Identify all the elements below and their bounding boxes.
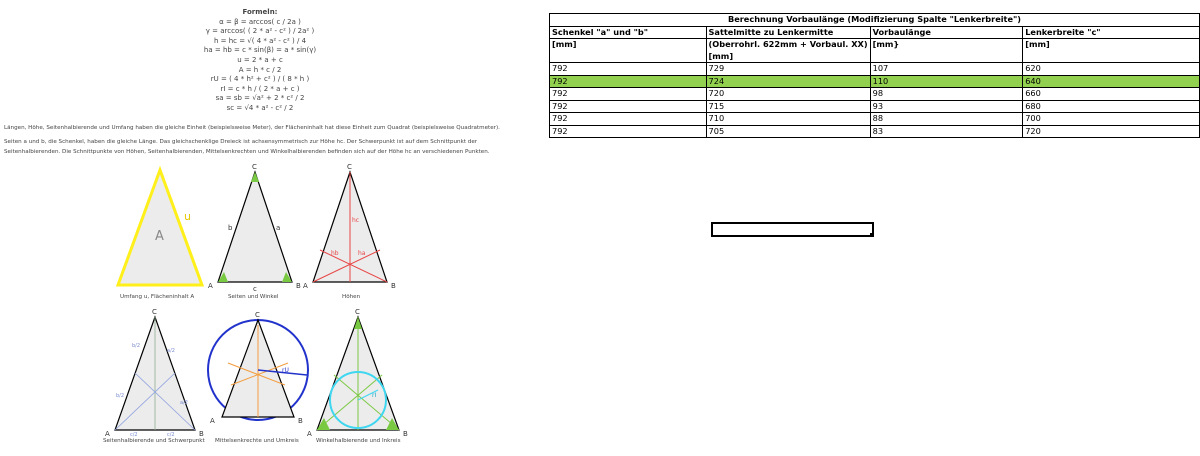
- table-cell[interactable]: 88: [870, 113, 1023, 126]
- vertex-c-label: C: [152, 308, 157, 316]
- table-cell[interactable]: 715: [706, 100, 870, 113]
- table-cell[interactable]: 724: [706, 75, 870, 88]
- table-cell[interactable]: 98: [870, 88, 1023, 101]
- table-cell[interactable]: 107: [870, 63, 1023, 76]
- vertex-a-label: A: [105, 430, 110, 438]
- formula-line: rU = ( 4 * h² + c² ) / ( 8 * h ): [210, 75, 310, 84]
- table-cell[interactable]: 792: [550, 100, 707, 113]
- spreadsheet-table: [549, 13, 1200, 138]
- vertex-c-label: C: [252, 163, 257, 171]
- figure-incircle: [300, 305, 420, 440]
- figure-caption: Mittelsenkrechte und Umkreis: [215, 438, 299, 444]
- triangle-shape: [118, 170, 202, 285]
- perimeter-label: u: [184, 210, 191, 223]
- side-c-label: c: [253, 285, 257, 293]
- half-b-label: b/2: [132, 343, 141, 349]
- description-paragraph: Seiten a und b, die Schenkel, haben die gleiche Länge. Das gleichschenklige Dreieck ist achsensymmetrisch zur Höhe hc. Der Schwerpunkt ist auf dem Schnittpunkt der Seitenhalbierenden. Die Schnittpunkte von Höhen, Seitenhalbierenden, Mittelsenkrechten und Winkelhalbierenden befinden sich auf der Höhe hc an verschiedenen Punkten.: [4, 139, 490, 155]
- header-cell[interactable]: [mm]: [550, 39, 707, 63]
- table-cell[interactable]: 640: [1023, 75, 1200, 88]
- header-cell[interactable]: Sattelmitte zu Lenkermitte: [706, 26, 870, 39]
- header-cell[interactable]: Vorbaulänge: [870, 26, 1023, 39]
- side-b-label: b: [228, 224, 233, 232]
- formula-image-panel: [0, 0, 520, 456]
- vertex-b-label: B: [298, 417, 303, 425]
- half-b-label: b/2: [116, 393, 125, 399]
- vertex-a-label: A: [307, 430, 312, 438]
- table-cell[interactable]: 93: [870, 100, 1023, 113]
- figure-caption: Seitenhalbierende und Schwerpunkt: [103, 438, 205, 444]
- header-cell[interactable]: (Oberrohrl. 622mm + Vorbaul. XX): [706, 39, 870, 51]
- table-row: [550, 125, 1200, 138]
- table-cell[interactable]: 680: [1023, 100, 1200, 113]
- vertex-c-label: C: [255, 311, 260, 319]
- area-label: A: [155, 229, 164, 244]
- table-cell[interactable]: 792: [550, 63, 707, 76]
- formulas-block: [160, 8, 360, 114]
- formula-line: α = β = arccos( c / 2a ): [219, 17, 301, 26]
- figure-caption: Höhen: [342, 294, 361, 300]
- vertex-a-label: A: [210, 417, 215, 425]
- units-paragraph: Längen, Höhe, Seitenhalbierende und Umfang haben die gleiche Einheit (beispielsweise Meter), der Flächeninhalt hat diese Einheit zum Quadrat (beispielsweise Quadratmeter).: [4, 125, 500, 131]
- radius-ri-label: rI: [372, 392, 377, 399]
- half-a-label: a/2: [180, 400, 188, 406]
- vertex-b-label: B: [391, 282, 396, 290]
- vertex-a-label: A: [303, 282, 308, 290]
- figure-caption: Umfang u, Flächeninhalt A: [120, 294, 195, 300]
- formula-line: h = hc = √( 4 * a² - c² ) / 4: [213, 36, 307, 45]
- table-cell[interactable]: 620: [1023, 63, 1200, 76]
- vertex-b-label: B: [296, 282, 301, 290]
- figure-heights: [300, 160, 410, 295]
- formula-line: A = h * c / 2: [238, 65, 282, 74]
- table-cell[interactable]: 792: [550, 75, 707, 88]
- formula-line: sc = √4 * a² - c² / 2: [226, 103, 294, 112]
- selected-cell[interactable]: [711, 222, 874, 237]
- table-cell[interactable]: 110: [870, 75, 1023, 88]
- table-cell[interactable]: 792: [550, 113, 707, 126]
- formulas-title: Formeln:: [242, 8, 278, 16]
- half-c-label: c/2: [130, 432, 138, 438]
- table-cell[interactable]: 729: [706, 63, 870, 76]
- table-cell[interactable]: 660: [1023, 88, 1200, 101]
- hb-label: hb: [331, 250, 339, 257]
- angle-gamma-marker: [251, 172, 259, 182]
- formula-line: γ = arccos( ( 2 * a² - c² ) / 2a² ): [205, 27, 315, 36]
- vertex-b-label: B: [199, 430, 204, 438]
- figure-caption: Seiten und Winkel: [228, 294, 279, 300]
- half-a-label: a/2: [167, 348, 175, 354]
- table-cell[interactable]: 705: [706, 125, 870, 138]
- ha-label: ha: [358, 250, 366, 257]
- vertex-a-label: A: [208, 282, 213, 290]
- half-c-label: c/2: [167, 432, 175, 438]
- formula-line: ha = hb = c * sin(β) = a * sin(γ): [203, 46, 317, 55]
- radius-ru-label: rU: [282, 367, 289, 374]
- table-cell[interactable]: 700: [1023, 113, 1200, 126]
- fill-handle[interactable]: [870, 233, 874, 237]
- header-cell[interactable]: [mm]: [1023, 39, 1200, 63]
- table-row: [550, 88, 1200, 101]
- vertex-c-label: C: [355, 308, 360, 316]
- table-row: [550, 63, 1200, 76]
- table-row-highlighted: [550, 75, 1200, 88]
- header-cell[interactable]: [mm]: [706, 51, 870, 63]
- table-cell[interactable]: 710: [706, 113, 870, 126]
- table-row: [550, 100, 1200, 113]
- figure-sides-angles: [200, 160, 310, 295]
- side-a-label: a: [276, 224, 281, 232]
- figure-caption: Winkelhalbierende und Inkreis: [316, 438, 401, 444]
- formula-line: u = 2 * a + c: [237, 55, 283, 64]
- table-cell[interactable]: 792: [550, 88, 707, 101]
- formula-line: sa = sb = √a² + 2 * c² / 2: [215, 94, 305, 103]
- table-row: [550, 113, 1200, 126]
- header-cell[interactable]: Schenkel "a" und "b": [550, 26, 707, 39]
- header-cell[interactable]: [mm}: [870, 39, 1023, 63]
- table-cell[interactable]: 720: [1023, 125, 1200, 138]
- header-cell[interactable]: Lenkerbreite "c": [1023, 26, 1200, 39]
- hc-label: hc: [352, 217, 360, 224]
- table-cell[interactable]: 83: [870, 125, 1023, 138]
- formula-line: rI = c * h / ( 2 * a + c ): [220, 84, 300, 93]
- vertex-b-label: B: [403, 430, 408, 438]
- table-title[interactable]: Berechnung Vorbaulänge (Modifizierung Spalte "Lenkerbreite"): [550, 14, 1200, 27]
- vertex-c-label: C: [347, 163, 352, 171]
- table-cell[interactable]: 720: [706, 88, 870, 101]
- table-cell[interactable]: 792: [550, 125, 707, 138]
